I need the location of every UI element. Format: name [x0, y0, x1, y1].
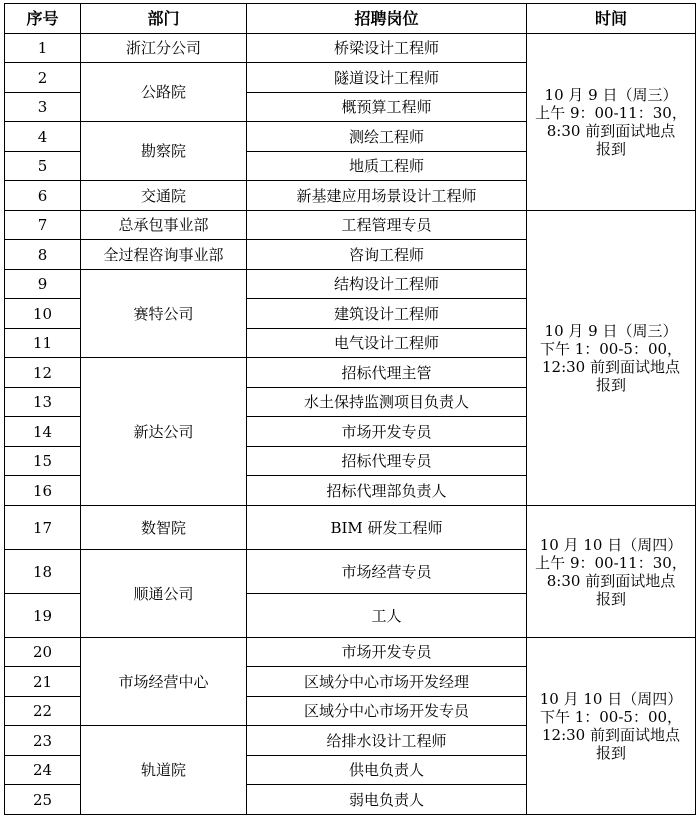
cell-position: 概预算工程师 — [247, 93, 527, 122]
time-arrive: 12:30 前到面试地点 — [542, 358, 680, 376]
cell-time — [527, 638, 696, 815]
table-row — [5, 34, 696, 63]
table-row — [5, 506, 696, 550]
cell-position: 桥梁设计工程师 — [247, 34, 527, 63]
cell-seq: 16 — [5, 476, 81, 506]
header-dept: 部门 — [81, 4, 247, 34]
cell-seq: 4 — [5, 122, 81, 152]
cell-time — [527, 211, 696, 506]
cell-seq: 23 — [5, 726, 81, 756]
cell-seq: 13 — [5, 388, 81, 417]
cell-seq: 9 — [5, 270, 81, 299]
time-date: 10 月 10 日（周四） — [539, 535, 683, 554]
cell-position: 招标代理专员 — [247, 447, 527, 476]
cell-dept: 顺通公司 — [81, 550, 247, 638]
header-position: 招聘岗位 — [247, 4, 527, 34]
cell-position: 弱电负责人 — [247, 785, 527, 815]
cell-position: 隧道设计工程师 — [247, 63, 527, 93]
header-row — [5, 4, 696, 34]
cell-seq: 2 — [5, 63, 81, 93]
time-date: 10 月 9 日（周三） — [544, 322, 678, 340]
recruitment-schedule-table — [4, 3, 696, 815]
cell-position: 电气设计工程师 — [247, 329, 527, 358]
time-arrive: 8:30 前到面试地点 — [546, 571, 676, 590]
cell-seq: 1 — [5, 34, 81, 63]
cell-position: 水土保持监测项目负责人 — [247, 388, 527, 417]
cell-seq: 24 — [5, 756, 81, 785]
cell-dept: 赛特公司 — [81, 270, 247, 358]
time-date: 10 月 9 日（周三） — [544, 86, 678, 104]
header-seq: 序号 — [5, 4, 81, 34]
table-row — [5, 211, 696, 240]
cell-seq: 12 — [5, 358, 81, 388]
cell-position: 市场开发专员 — [247, 638, 527, 667]
cell-seq: 14 — [5, 417, 81, 447]
cell-dept: 数智院 — [81, 506, 247, 550]
cell-seq: 10 — [5, 299, 81, 329]
cell-dept: 市场经营中心 — [81, 638, 247, 726]
cell-dept: 全过程咨询事业部 — [81, 240, 247, 270]
cell-position: 区域分中心市场开发经理 — [247, 667, 527, 697]
time-hours: 上午 9：00-11：30， — [535, 104, 687, 122]
header-time: 时间 — [527, 4, 696, 34]
time-hours: 下午 1：00-5：00， — [539, 708, 683, 726]
cell-seq: 18 — [5, 550, 81, 594]
cell-position: 区域分中心市场开发专员 — [247, 697, 527, 726]
cell-seq: 19 — [5, 594, 81, 638]
cell-position: 市场开发专员 — [247, 417, 527, 447]
cell-seq: 21 — [5, 667, 81, 697]
time-hours: 上午 9：00-11：30， — [535, 553, 687, 572]
cell-seq: 25 — [5, 785, 81, 815]
cell-position: 咨询工程师 — [247, 240, 527, 270]
cell-seq: 8 — [5, 240, 81, 270]
cell-seq: 11 — [5, 329, 81, 358]
cell-dept: 交通院 — [81, 181, 247, 211]
table-row — [5, 638, 696, 667]
cell-dept: 轨道院 — [81, 726, 247, 815]
cell-dept: 浙江分公司 — [81, 34, 247, 63]
time-report: 报到 — [595, 744, 626, 762]
cell-time — [527, 506, 696, 638]
cell-position: 地质工程师 — [247, 152, 527, 181]
time-arrive: 12:30 前到面试地点 — [542, 726, 680, 744]
cell-position: BIM 研发工程师 — [247, 506, 527, 550]
cell-seq: 15 — [5, 447, 81, 476]
time-report: 报到 — [595, 376, 626, 394]
time-hours: 下午 1：00-5：00， — [539, 340, 683, 358]
cell-time — [527, 34, 696, 211]
time-arrive: 8:30 前到面试地点 — [546, 122, 676, 140]
cell-seq: 17 — [5, 506, 81, 550]
cell-seq: 20 — [5, 638, 81, 667]
cell-position: 新基建应用场景设计工程师 — [247, 181, 527, 211]
cell-seq: 3 — [5, 93, 81, 122]
cell-seq: 22 — [5, 697, 81, 726]
cell-position: 工人 — [247, 594, 527, 638]
time-report: 报到 — [595, 589, 626, 608]
cell-dept: 公路院 — [81, 63, 247, 122]
cell-position: 工程管理专员 — [247, 211, 527, 240]
cell-seq: 6 — [5, 181, 81, 211]
cell-seq: 5 — [5, 152, 81, 181]
cell-position: 市场经营专员 — [247, 550, 527, 594]
cell-dept: 勘察院 — [81, 122, 247, 181]
cell-position: 测绘工程师 — [247, 122, 527, 152]
time-date: 10 月 10 日（周四） — [539, 690, 683, 708]
cell-position: 建筑设计工程师 — [247, 299, 527, 329]
cell-position: 招标代理部负责人 — [247, 476, 527, 506]
cell-dept: 新达公司 — [81, 358, 247, 506]
cell-position: 招标代理主管 — [247, 358, 527, 388]
cell-position: 给排水设计工程师 — [247, 726, 527, 756]
cell-position: 结构设计工程师 — [247, 270, 527, 299]
cell-seq: 7 — [5, 211, 81, 240]
time-report: 报到 — [595, 140, 626, 158]
cell-position: 供电负责人 — [247, 756, 527, 785]
cell-dept: 总承包事业部 — [81, 211, 247, 240]
